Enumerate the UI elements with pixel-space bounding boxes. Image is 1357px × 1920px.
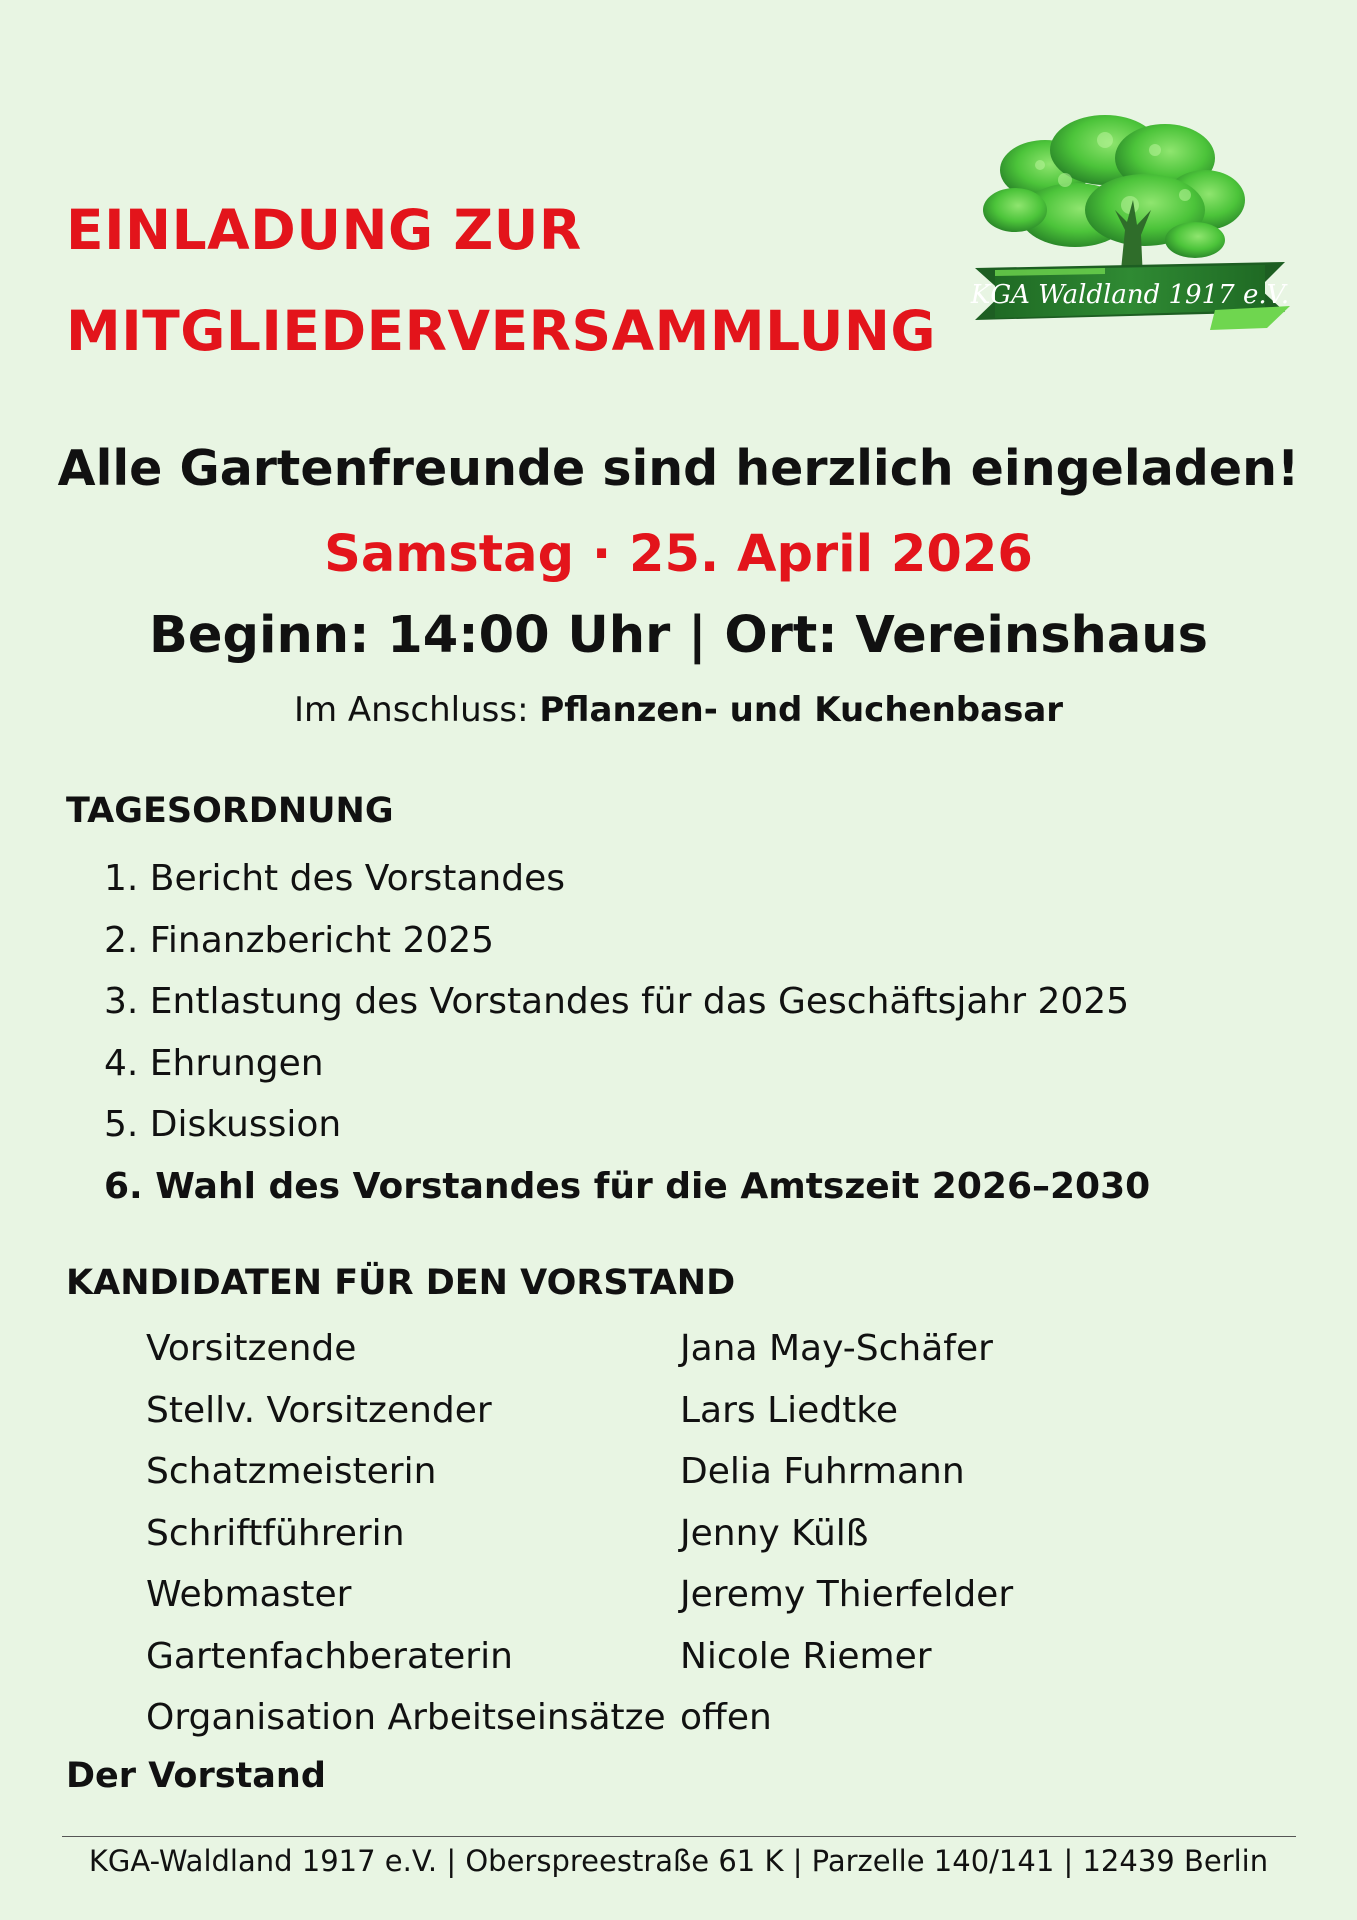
candidate-name: Jeremy Thierfelder [680,1574,1014,1616]
event-date: Samstag · 25. April 2026 [324,525,1033,584]
signature: Der Vorstand [66,1756,326,1796]
afterwards-line [0,690,1357,730]
candidate-row [146,1503,1013,1565]
candidates-heading: KANDIDATEN FÜR DEN VORSTAND [66,1263,736,1303]
candidate-row [146,1380,1013,1442]
agenda-heading: TAGESORDNUNG [66,791,394,831]
candidate-name: Delia Fuhrmann [680,1451,965,1493]
candidate-name: Nicole Riemer [680,1635,932,1677]
agenda-item: 4. Ehrungen [104,1042,324,1084]
candidate-row [146,1441,1013,1503]
candidate-row [146,1564,1013,1626]
candidate-row [146,1318,1013,1380]
candidate-row [146,1687,1013,1749]
candidates-table [146,1318,1013,1749]
candidate-role: Stellv. Vorsitzender [146,1389,492,1431]
candidate-name: Lars Liedtke [680,1389,899,1431]
footer-address: KGA-Waldland 1917 e.V. | Oberspreestraße 61 K | Parzelle 140/141 | 12439 Berlin [88,1844,1269,1878]
candidate-role: Schatzmeisterin [146,1451,437,1493]
candidate-row [146,1626,1013,1688]
candidate-name: Jana May-Schäfer [680,1328,993,1370]
title-line-1: EINLADUNG ZUR [66,198,582,262]
afterwards-value: Pflanzen- und Kuchenbasar [539,690,1064,730]
agenda-item-election: 6. Wahl des Vorstandes für die Amtszeit 2026–2030 [104,1165,1151,1207]
agenda-item: 2. Finanzbericht 2025 [104,919,495,961]
agenda-item: 3. Entlastung des Vorstandes für das Geschäftsjahr 2025 [104,981,1130,1022]
candidate-role: Gartenfachberaterin [146,1635,513,1677]
candidate-name: Jenny Külß [680,1512,869,1554]
candidate-role: Organisation Arbeitseinsätze [146,1697,666,1739]
candidate-role: Webmaster [146,1574,352,1616]
footer-divider [62,1836,1296,1837]
agenda-list [104,848,1150,1217]
title-line-2: MITGLIEDERVERSAMMLUNG [66,299,937,363]
logo-text: KGA Waldland 1917 e.V. [970,280,1290,310]
event-time-place: Beginn: 14:00 Uhr | Ort: Vereinshaus [149,606,1208,665]
afterwards-label: Im Anschluss: [293,690,529,730]
tree-crown [983,115,1245,258]
agenda-item: 1. Bericht des Vorstandes [104,858,565,899]
agenda-item: 5. Diskussion [104,1104,342,1145]
invitation-headline: Alle Gartenfreunde sind herzlich eingeladen! [57,440,1300,497]
tree-logo [955,110,1305,350]
page-title [66,180,936,382]
candidate-name: offen [680,1697,772,1739]
candidate-role: Vorsitzende [146,1328,357,1370]
candidate-role: Schriftführerin [146,1512,405,1554]
